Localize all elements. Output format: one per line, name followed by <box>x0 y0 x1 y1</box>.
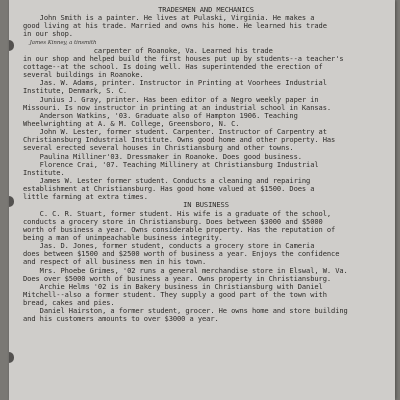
text-line: John W. Lester, former student. Carpenter. Instructor of Carpentry at <box>23 128 327 137</box>
text-line: Archie Helms '02 is in Bakery business in Christiansburg with Daniel <box>23 282 323 291</box>
text-line: in our shop and helped build the first houses put up by students--a teacher's <box>23 54 344 63</box>
text-line: John Smith is a painter. He lives at Pulaski, Virginia. He makes a <box>23 14 315 23</box>
text-line: Jas. D. Jones, former student, conducts a grocery store in Cameria <box>23 242 315 251</box>
text-line: in our shop. <box>23 30 73 39</box>
text-line: Mrs. Phoebe Grimes, '02 runs a general merchandise store in Elswal, W. Va. <box>23 266 348 275</box>
text-line: several erected several houses in Christiansburg and other towns. <box>23 144 294 153</box>
text-line: Junius J. Gray, printer. Has been editor of a Negro weekly paper in <box>23 95 319 104</box>
text-line: Christiansburg Industrial Institute. Owns good home and other property. Has <box>23 136 336 145</box>
text-line: and his customers amounts to over $3000 a year. <box>23 315 219 324</box>
text-line: little farming at extra times. <box>23 193 148 202</box>
text-line: does between $1500 and $2500 worth of business a year. Enjoys the confidence <box>23 250 340 259</box>
text-line: conducts a grocery store in Christiansburg. Does between $3000 and $5000 <box>23 217 323 226</box>
handwritten-insert: James Kinney, a tinsmith <box>23 39 97 46</box>
text-line: cottage--at the school. Is doing well. Has superintended the erection of <box>23 62 323 71</box>
text-line: Florence Crai, '07. Teaching Millinery at Christiansburg Industrial <box>23 160 319 169</box>
text-line: Anderson Watkins, '03. Graduate also of Hampton 1906. Teaching <box>23 111 298 120</box>
binder-hole <box>9 352 14 363</box>
text-line: Mitchell--also a former student. They supply a good part of the town with <box>23 290 327 299</box>
text-line: James W. Lester former student. Conducts a cleaning and repairing <box>23 176 311 185</box>
document-page <box>9 0 395 400</box>
text-line: Institute, Denmark, S. C. <box>23 87 128 96</box>
binder-hole <box>9 196 14 207</box>
text-line: Paulina Milliner'03. Dressmaker in Roanoke. Does good business. <box>23 152 302 161</box>
text-line: and respect of all business men in his town. <box>23 258 207 267</box>
text-line: Wheelwrighting at A. & M. College, Greensboro, N. C. <box>23 119 240 128</box>
text-line: carpenter of Roanoke, Va. Learned his trade <box>23 46 273 55</box>
text-line: Does over $5000 worth of business a year. Owns property in Christiansburg. <box>23 274 332 283</box>
text-line: being a man of unimpeachable business integrity. <box>23 233 223 242</box>
section-heading: IN BUSINESS <box>183 201 229 210</box>
typed-text-body <box>23 6 389 323</box>
text-line: C. C. R. Stuart, former student. His wife is a graduate of the school, <box>23 209 332 218</box>
text-line: Daniel Hairston, a former student, grocer. He owns home and store building <box>23 307 348 316</box>
text-line: Jas. W. Adams, printer. Instructor in Printing at Voorhees Industrial <box>23 79 327 88</box>
text-line: several buildings in Roanoke. <box>23 71 144 80</box>
binder-hole <box>9 40 14 51</box>
section-heading: TRADESMEN AND MECHANICS <box>158 6 254 14</box>
text-line: Missouri. Is now instructor in printing at an industrial school in Kansas. <box>23 103 332 112</box>
text-line: good living at his trade. Married and owns his home. He learned his trade <box>23 22 327 31</box>
text-line: Institute. <box>23 168 65 177</box>
text-line: bread, cakes and pies. <box>23 299 115 308</box>
text-line: worth of business a year. Owns considerable property. Has the reputation of <box>23 225 336 234</box>
text-line: establishment at Christiansburg. Has good home valued at $1500. Does a <box>23 185 315 194</box>
